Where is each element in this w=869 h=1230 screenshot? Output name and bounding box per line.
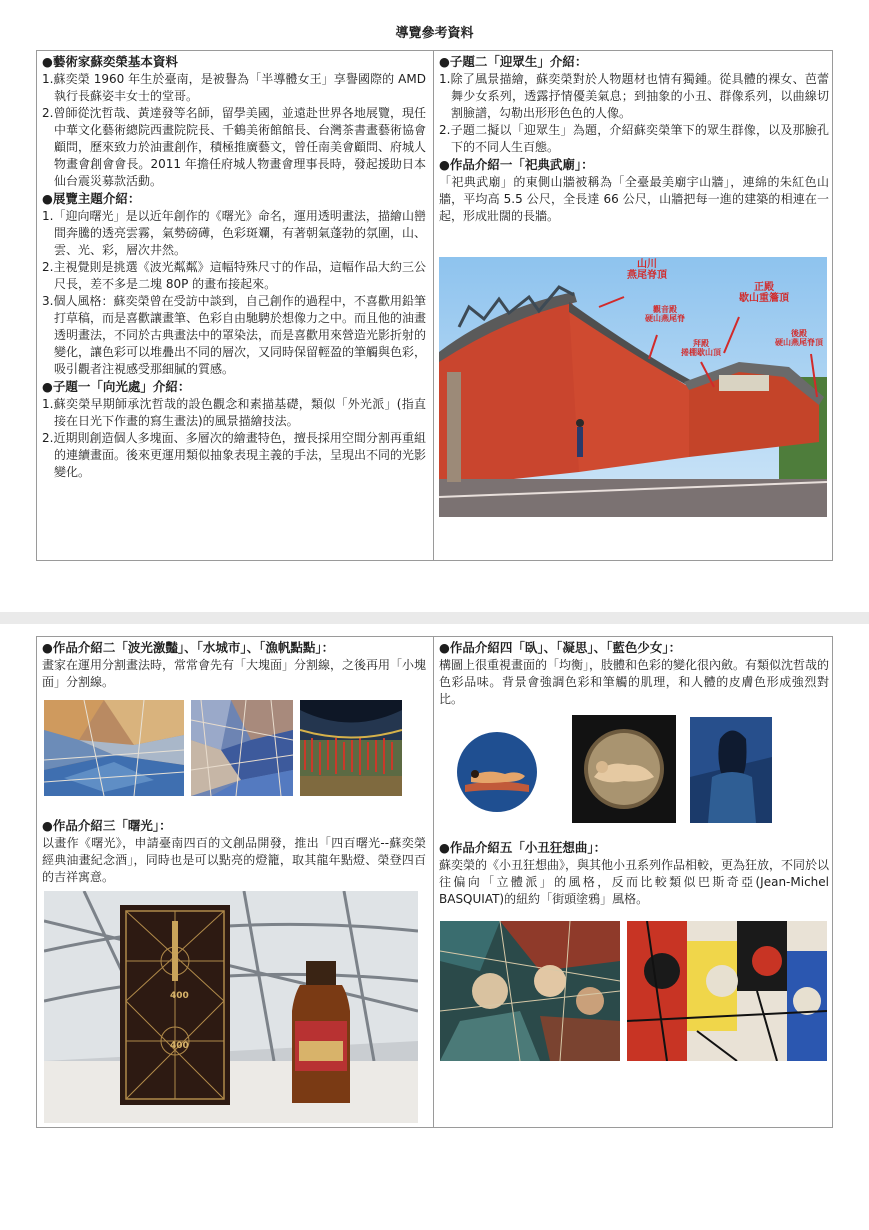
page2-right-top (439, 639, 829, 713)
artist-item: 1.蘇奕榮 1960 年生於臺南，是被譽為「半導體女王」享譽國際的 AMD 執行長蘇姿丰女士的堂哥。 (42, 72, 426, 103)
page1-right-column (439, 53, 829, 253)
work3-text: 以畫作《曙光》，申請臺南四百的文創品開發，推出「四百曙光--蘇奕榮經典油畫紀念酒」，同時也是可以點亮的燈籠，取其龍年點燈、榮登四百的吉祥寓意。 (42, 836, 426, 884)
sub2-item: 2.子題二擬以「迎眾生」為題，介紹蘇奕榮筆下的眾生群像，以及那臉孔下的不同人生百態。 (439, 123, 829, 154)
photo-label-d: 拜殿 捲棚歇山頂 (681, 339, 721, 357)
work5-text: 蘇奕榮的《小丑狂想曲》，與其他小丑系列作品相較，更為狂放，不同於以往偏向「立體派」的風格，反而比較類似巴斯奇亞(Jean-Michel BASQUIAT)的紐約「街頭塗鴉」風格。 (439, 858, 829, 906)
work4-heading: ●作品介紹四「臥」、「凝思」、「藍色少女」： (439, 640, 682, 655)
photo-label-b: 正殿 歇山重簷頂 (739, 282, 789, 304)
sub1-heading: ●子題一「向光處」介紹： (42, 379, 191, 394)
work2-text: 畫家在運用分割畫法時，常常會先有「大塊面」分割線，之後再用「小塊面」分割線。 (42, 658, 426, 689)
painting-clown-rhapsody-2 (627, 921, 827, 1061)
painting-fishing-boats (300, 700, 402, 796)
sub1-item: 1.蘇奕榮早期師承沈哲哉的設色觀念和素描基礎，類似「外光派」(指直接在日光下作畫的寫生畫法)的風景描繪技法。 (42, 397, 426, 428)
page1-panel (36, 50, 833, 561)
theme-heading: ●展覽主題介紹： (42, 191, 141, 206)
page-divider (0, 612, 869, 624)
painting-clown-rhapsody-1 (440, 921, 620, 1061)
photo-label-c: 觀音殿 硬山燕尾脊 (645, 305, 685, 323)
lantern-wine-photo (44, 891, 418, 1123)
page2-right-middle (439, 839, 829, 915)
page2-left-middle (42, 817, 426, 889)
theme-item: 3.個人風格：蘇奕榮曾在受訪中談到，自己創作的過程中，不喜歡用鉛筆打草稿，而是喜歡讓畫筆、色彩自由馳騁於想像力之中。而且他的油畫透明畫法，不同於古典畫法中的罩染法，而是喜歡用來營造光影折射的變化，讓色彩可以堆疊出不同的層次，又同時保留輕盈的筆觸與色彩，吸引觀者注視感受那細膩的質感。 (42, 294, 426, 376)
temple-photo (439, 257, 827, 517)
photo-label-a: 山川 燕尾脊頂 (627, 259, 667, 281)
work5-heading: ●作品介紹五「小丑狂想曲」： (439, 840, 607, 855)
work4-text: 構圖上很重視畫面的「均衡」，肢體和色彩的變化很內斂。有類似沈哲哉的色彩品味。背景會強調色彩和筆觸的肌理，和人體的皮膚色形成強烈對比。 (439, 658, 829, 706)
painting-water-city (191, 700, 293, 796)
page2-panel (36, 636, 833, 1128)
sub2-item: 1.除了風景描繪，蘇奕榮對於人物題材也情有獨鍾。從具體的裸女、芭蕾舞少女系列，透露抒情優美氣息；到抽象的小丑、群像系列，以曲線切割臉譜，勾勒出形形色色的人像。 (439, 72, 829, 120)
column-divider (433, 637, 434, 1127)
painting-ripples (44, 700, 184, 796)
work3-heading: ●作品介紹三「曙光」： (42, 818, 172, 833)
artist-heading: ●藝術家蘇奕榮基本資料 (42, 54, 178, 69)
lantern-label-top: 400 (170, 991, 189, 1001)
sub1-item: 2.近期則創造個人多塊面、多層次的繪畫特色，擅長採用空間分割再重組的連續畫面。後來更運用類似抽象表現主義的手法，呈現出不同的光影變化。 (42, 431, 426, 479)
theme-item: 2.主視覺則是挑選《波光粼粼》這幅特殊尺寸的作品，這幅作品大約三公尺長，差不多是二塊 80P 的畫布接起來。 (42, 260, 426, 291)
painting-blue-girl (690, 717, 772, 823)
page1-left-column (42, 53, 426, 558)
sub2-heading: ●子題二「迎眾生」介紹： (439, 54, 588, 69)
work2-heading: ●作品介紹二「波光激豔」、「水城市」、「漁帆點點」： (42, 640, 335, 655)
photo-label-e: 後殿 硬山燕尾脊頂 (775, 329, 823, 347)
painting-reclining (455, 730, 539, 814)
work1-heading: ●作品介紹一「祀典武廟」： (439, 157, 594, 172)
work1-text: 「祀典武廟」的東側山牆被稱為「全臺最美廟宇山牆」，連綿的朱紅色山牆，平均高 5.5 公尺，全長達 66 公尺，山牆把每一進的建築的相連在一起，形成壯闊的長牆。 (439, 175, 829, 223)
page2-left-top (42, 639, 426, 695)
page-title: 導覽參考資料 (395, 26, 474, 41)
lantern-label-bottom: 400 (170, 1041, 189, 1051)
painting-contemplation (572, 715, 676, 823)
artist-item: 2.曾師從沈哲哉、黃達發等名師，留學美國，並遠赴世界各地展覽，現任中華文化藝術總院西畫院院長、千鶴美術館館長、台灣茶書畫藝術協會顧問，歷來致力於油畫創作，積極推廣藝文，曾任南美會顧問、府城人物畫會創會會長。2011 年擔任府城人物畫會理事長時，發起援助日本仙台震災募款活動。 (42, 106, 426, 188)
theme-item: 1.「迎向曙光」是以近年創作的《曙光》命名，運用透明畫法，描繪山巒間奔騰的透亮雲霧，氣勢磅礡，色彩斑斕，有著朝氣蓬勃的氛圍，山、雲、光、彩，層次井然。 (42, 209, 426, 257)
column-divider (433, 51, 434, 560)
